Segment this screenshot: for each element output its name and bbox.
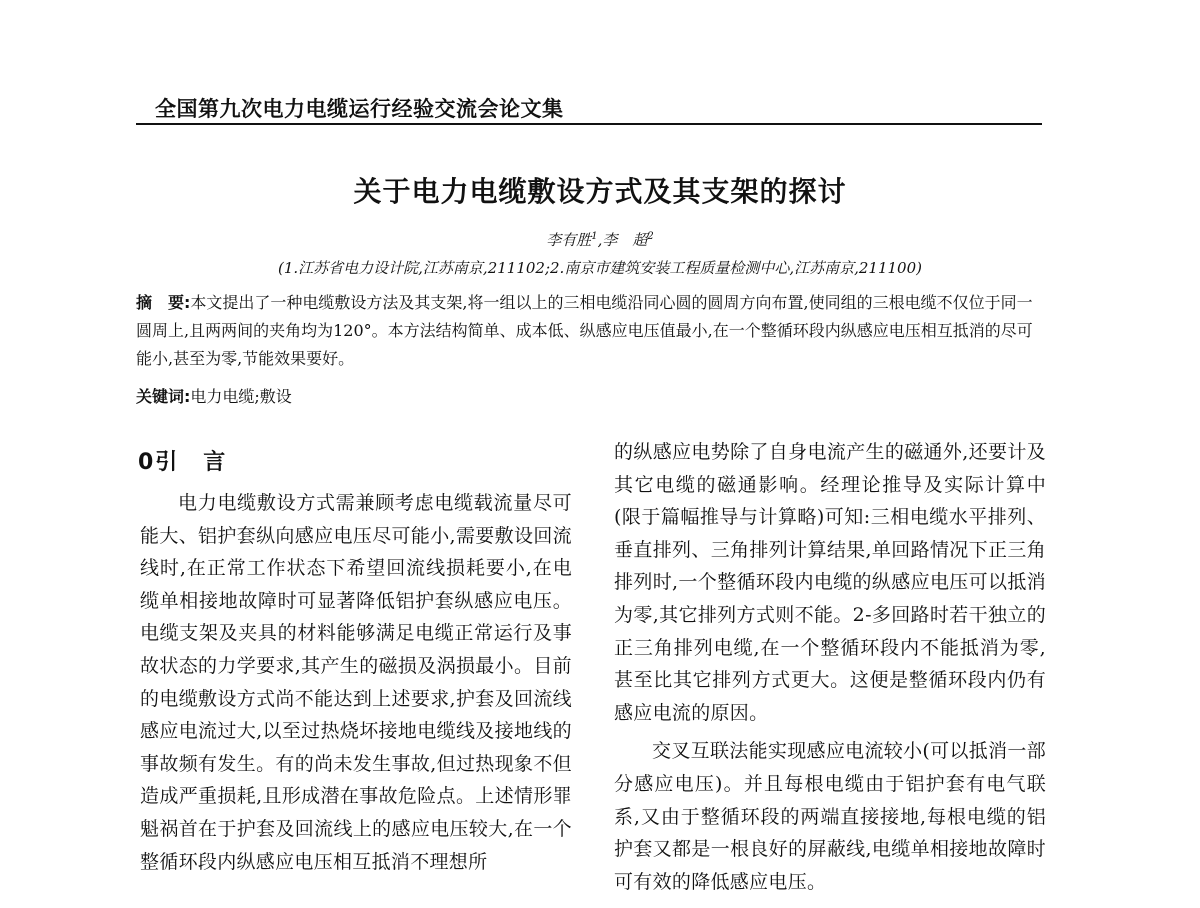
author-name: 李有胜 [546,231,592,249]
keywords-label: 关键词: [136,387,191,406]
abstract-label: 摘 要: [136,293,191,312]
abstract-text: 本文提出了一种电缆敷设方法及其支架,将一组以上的三相电缆沿同心圆的圆周方向布置,使同组的三根电缆不仅位于同一圆周上,且两两间的夹角均为120°。本方法结构简单、成本低、纵感应电压值最小,在一个整循环段内纵感应电压相互抵消的尽可能小,甚至为零,节能效果要好。 [136,293,1033,368]
header-rule [136,123,1042,125]
affiliation: (1.江苏省电力设计院,江苏南京,211102;2.南京市建筑安装工程质量检测中心,江苏南京,211100) [278,259,922,277]
section-heading: 0引 言 [138,450,228,475]
body-paragraph: 交叉互联法能实现感应电流较小(可以抵消一部分感应电压)。并且每根电缆由于铝护套有电气联系,又由于整循环段的两端直接接地,每根电缆的铝护套又都是一根良好的屏蔽线,电缆单相接地故障时可有效的降低感应电压。 [614,740,1046,893]
author-separator: , [597,231,603,249]
running-head: 全国第九次电力电缆运行经验交流会论文集 [155,97,564,121]
paper-title: 关于电力电缆敷设方式及其支架的探讨 [353,175,847,208]
abstract [136,289,1042,373]
author-line [0,229,1200,250]
author-affil-mark: 1 [591,231,598,242]
author-name: 李 超 [602,231,648,249]
body-paragraph: 电力电缆敷设方式需兼顾考虑电缆载流量尽可能大、铝护套纵向感应电压尽可能小,需要敷设回流线时,在正常工作状态下希望回流线损耗要小,在电缆单相接地故障时可显著降低铝护套纵感应电压。电缆支架及夹具的材料能够满足电缆正常运行及事故状态的力学要求,其产生的磁损及涡损最小。目前的电缆敷设方式尚不能达到上述要求,护套及回流线感应电流过大,以至过热烧坏接地电缆线及接地线的事故频有发生。有的尚未发生事故,但过热现象不但造成严重损耗,且形成潜在事故危险点。上述情形罪魁祸首在于护套及回流线上的感应电压较大,在一个整循环段内纵感应电压相互抵消不理想所 [140,492,572,873]
author-affil-mark: 2 [647,231,654,242]
body-paragraph: 的纵感应电势除了自身电流产生的磁通外,还要计及其它电缆的磁通影响。经理论推导及实际计算中(限于篇幅推导与计算略)可知:三相电缆水平排列、垂直排列、三角排列计算结果,单回路情况下正三角排列时,一个整循环段内电缆的纵感应电压可以抵消为零,其它排列方式则不能。2-多回路时若干独立的正三角排列电缆,在一个整循环段内不能抵消为零,甚至比其它排列方式更大。这便是整循环段内仍有感应电流的原因。 [614,441,1046,724]
keywords-text: 电力电缆;敷设 [190,387,292,406]
keywords [136,383,1042,411]
right-column [614,436,1046,898]
left-column [140,487,572,878]
